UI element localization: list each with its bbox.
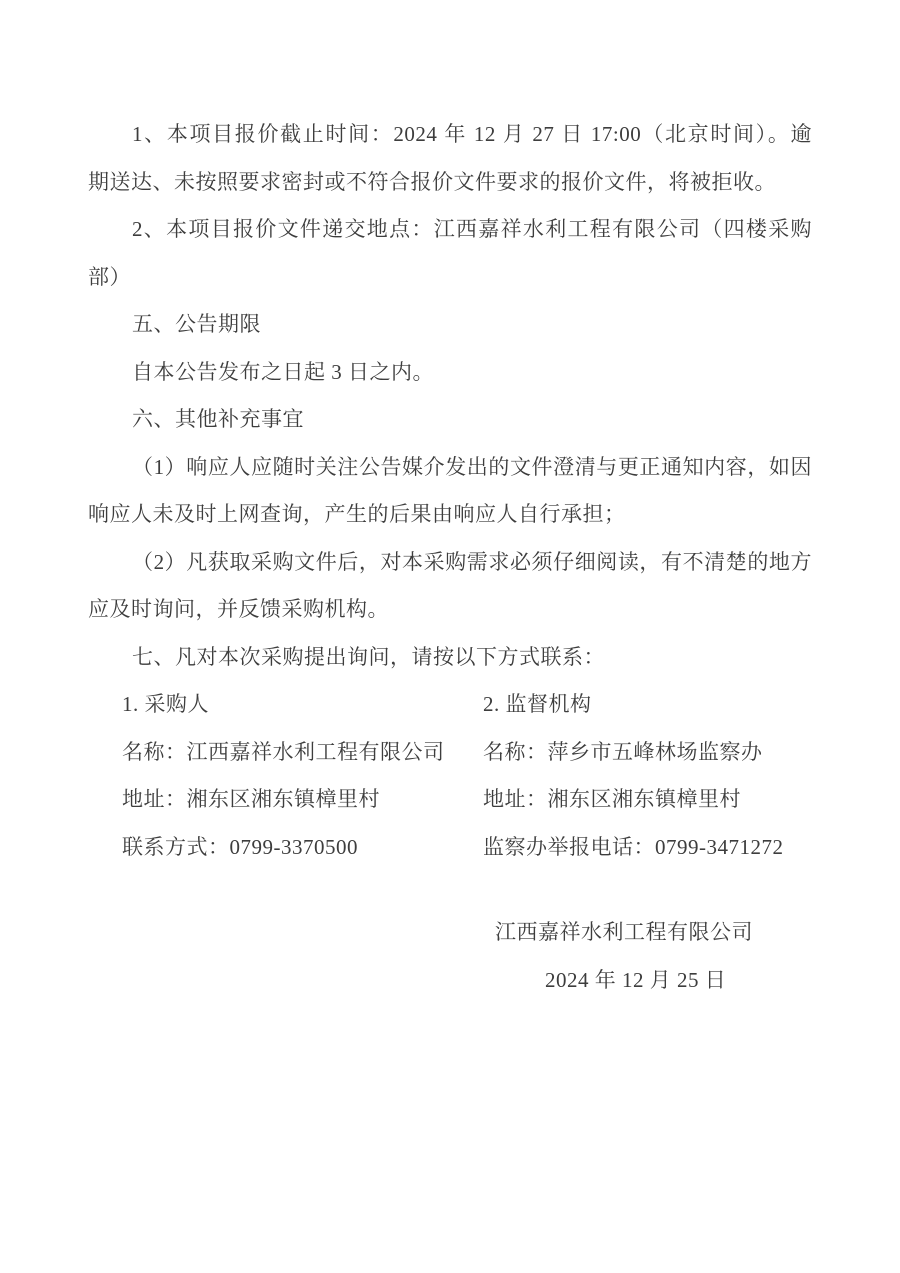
signature-spacer xyxy=(88,871,812,909)
submission-location-line-2: 部） xyxy=(88,264,131,289)
supervisor-phone: 监察办举报电话：0799-3471272 xyxy=(483,834,784,859)
purchaser-header: 1. 采购人 xyxy=(122,692,209,716)
section-6-heading: 六、其他补充事宜 xyxy=(132,407,304,431)
submission-location-line-1: 2、本项目报价文件递交地点：江西嘉祥水利工程有限公司（四楼采购 xyxy=(132,217,812,241)
supplement-item-1-line-2: 响应人未及时上网查询，产生的后果由响应人自行承担； xyxy=(88,502,626,526)
supplement-item-2-line-1: （2）凡获取采购文件后，对本采购需求必须仔细阅读，有不清楚的地方 xyxy=(132,549,812,574)
contact-phone-row xyxy=(88,824,812,872)
purchaser-address: 地址：湘东区湘东镇樟里村 xyxy=(122,787,380,811)
supervisor-name: 名称：萍乡市五峰林场监察办 xyxy=(483,739,763,764)
purchaser-phone: 联系方式：0799-3370500 xyxy=(122,834,358,859)
supplement-item-2-line-2: 应及时询问，并反馈采购机构。 xyxy=(88,597,389,621)
supervisor-header: 2. 监督机构 xyxy=(483,692,592,716)
bid-deadline-line-1: 1、本项目报价截止时间：2024 年 12 月 27 日 17:00（北京时间）。逾 xyxy=(132,122,812,146)
supervisor-address: 地址：湘东区湘东镇樟里村 xyxy=(483,787,741,811)
contact-name-row xyxy=(88,729,812,777)
document-content xyxy=(88,111,812,1004)
bid-deadline-line-2: 期送达、未按照要求密封或不符合报价文件要求的报价文件，将被拒收。 xyxy=(88,169,776,194)
section-5-heading: 五、公告期限 xyxy=(132,312,261,336)
supplement-item-1-line-1: （1）响应人应随时关注公告媒介发出的文件澄清与更正通知内容，如因 xyxy=(132,454,812,479)
contact-address-row xyxy=(88,776,812,824)
signature-company: 江西嘉祥水利工程有限公司 xyxy=(495,920,753,944)
signature-date: 2024 年 12 月 25 日 xyxy=(545,967,727,992)
contact-header-row xyxy=(88,681,812,729)
section-7-heading: 七、凡对本次采购提出询问，请按以下方式联系： xyxy=(132,644,605,669)
purchaser-name: 名称：江西嘉祥水利工程有限公司 xyxy=(122,739,445,764)
announcement-period-text: 自本公告发布之日起 3 日之内。 xyxy=(132,359,434,384)
